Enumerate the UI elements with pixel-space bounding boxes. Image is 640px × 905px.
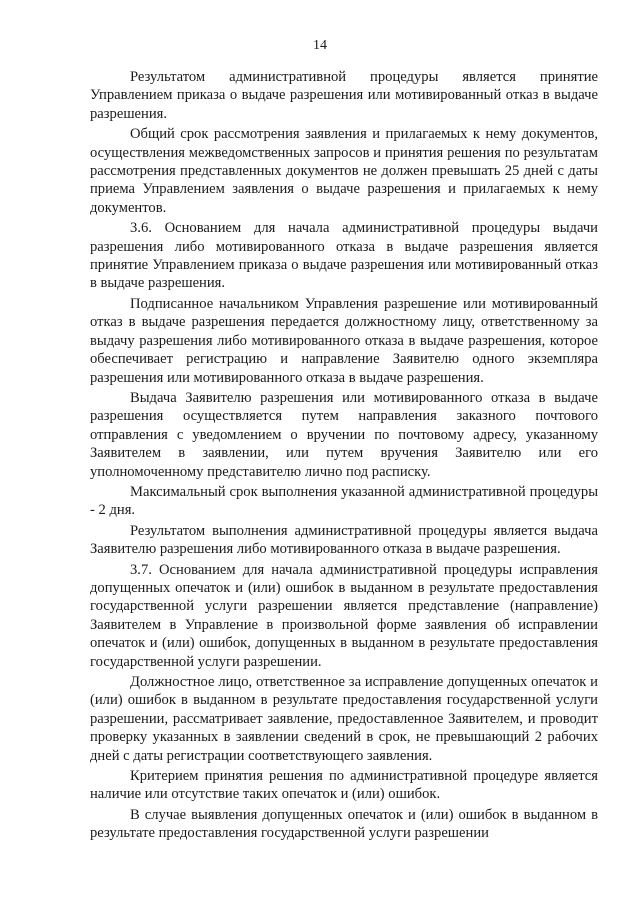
paragraph-3-6-basis: 3.6. Основанием для начала административной процедуры выдачи разрешения либо мотивированного отказа в выдаче разрешения является принятие Управлением приказа о выдаче разрешения или мотивированный отказ в выдаче разрешения. <box>90 220 598 292</box>
paragraph-responsible-official: Должностное лицо, ответственное за исправление допущенных опечаток и (или) ошибок в выданном в результате предоставления государственной услуги разрешении, рассматривает заявление, предоставленное Заявителем, и проводит проверку указанных в заявлении сведений в срок, не превышающий 2 рабочих дней с даты регистрации соответствующего заявления. <box>90 674 598 764</box>
paragraph-issuance-method: Выдача Заявителю разрешения или мотивированного отказа в выдаче разрешения осуществляется путем направления заказного почтового отправления с уведомлением о вручении по почтовому адресу, указанному Заявителем в заявлении, или путем вручения Заявителю или его уполномоченному представителю лично под расписку. <box>90 389 598 480</box>
paragraph-3-7-basis: 3.7. Основанием для начала административной процедуры исправления допущенных опечаток и (или) ошибок в выданном в результате предоставления государственной услуги разрешении является представление (направление) Заявителем в Управление в произвольной форме заявления об исправлении опечаток и (или) ошибок, допущенных в выданном в результате предоставления государственной услуги разрешении. <box>90 561 598 670</box>
document-body <box>90 68 598 843</box>
page-number: 14 <box>313 38 327 53</box>
paragraph-errors-detected: В случае выявления допущенных опечаток и (или) ошибок в выданном в результате предоставления государственной услуги разрешении <box>90 806 598 842</box>
paragraph-execution-result: Результатом выполнения административной процедуры является выдача Заявителю разрешения либо мотивированного отказа в выдаче разрешения. <box>90 522 598 558</box>
paragraph-result-order: Результатом административной процедуры является принятие Управлением приказа о выдаче разрешения или мотивированный отказ в выдаче разрешения. <box>90 69 598 122</box>
paragraph-review-period: Общий срок рассмотрения заявления и прилагаемых к нему документов, осуществления межведомственных запросов и принятия решения по результатам рассмотрения представленных документов не должен превышать 25 дней с даты приема Управлением заявления о выдаче разрешения и прилагаемых к нему документов. <box>90 126 598 216</box>
paragraph-decision-criterion: Критерием принятия решения по административной процедуре является наличие или отсутствие таких опечаток и (или) ошибок. <box>90 768 598 803</box>
paragraph-signed-permit: Подписанное начальником Управления разрешение или мотивированный отказ в выдаче разрешения передается должностному лицу, ответственному за выдачу разрешения либо мотивированного отказа в выдаче разрешения, которое обеспечивает регистрацию и направление Заявителю одного экземпляра разрешения или мотивированного отказа в выдаче разрешения. <box>90 295 598 386</box>
paragraph-max-duration: Максимальный срок выполнения указанной административной процедуры - 2 дня. <box>90 483 598 519</box>
